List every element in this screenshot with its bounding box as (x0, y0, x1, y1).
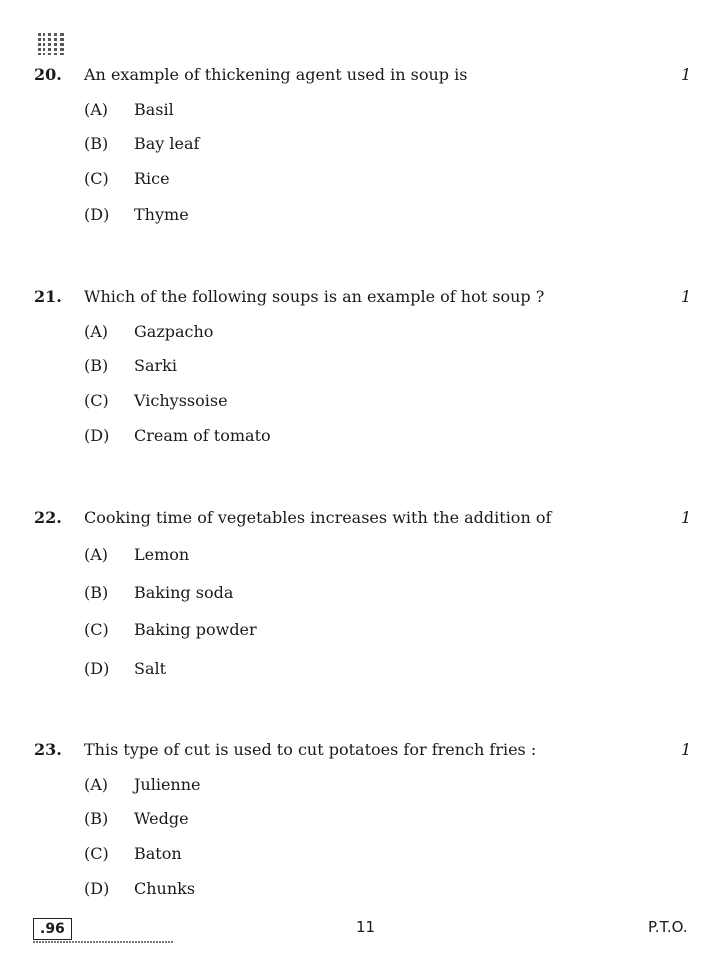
question-number: 21. (34, 287, 62, 306)
option-text: Rice (134, 169, 170, 188)
option-label: (C) (84, 620, 109, 639)
option-text: Chunks (134, 879, 196, 898)
option-text: Wedge (134, 809, 189, 828)
qr-code-icon (38, 33, 64, 57)
option-text: Bay leaf (134, 134, 200, 153)
question-number: 20. (34, 65, 62, 84)
option-label: (A) (84, 322, 109, 341)
option-text: Salt (134, 659, 167, 678)
option-text: Julienne (134, 775, 201, 794)
option-text: Cream of tomato (134, 426, 271, 445)
question-marks: 1 (681, 508, 692, 527)
page-number: 11 (356, 918, 376, 936)
option-label: (A) (84, 775, 109, 794)
footer-divider (33, 941, 173, 943)
option-text: Baton (134, 844, 182, 863)
option-label: (C) (84, 169, 109, 188)
option-label: (B) (84, 134, 109, 153)
question-marks: 1 (681, 65, 692, 84)
option-label: (B) (84, 583, 109, 602)
question-number: 22. (34, 508, 62, 527)
option-text: Lemon (134, 545, 190, 564)
option-label: (D) (84, 879, 110, 898)
question-marks: 1 (681, 740, 692, 759)
question-number: 23. (34, 740, 62, 759)
option-text: Baking soda (134, 583, 234, 602)
option-label: (A) (84, 545, 109, 564)
pto-label: P.T.O. (648, 918, 688, 936)
question-marks: 1 (681, 287, 692, 306)
paper-code-box: .96 (33, 918, 72, 940)
option-text: Thyme (134, 205, 189, 224)
option-label: (C) (84, 391, 109, 410)
question-text: An example of thickening agent used in soup is (84, 65, 468, 84)
question-text: Which of the following soups is an example of hot soup ? (84, 287, 545, 306)
option-label: (C) (84, 844, 109, 863)
option-text: Baking powder (134, 620, 257, 639)
option-label: (B) (84, 356, 109, 375)
option-label: (D) (84, 205, 110, 224)
option-text: Gazpacho (134, 322, 214, 341)
option-text: Sarki (134, 356, 177, 375)
option-text: Basil (134, 100, 174, 119)
option-label: (D) (84, 426, 110, 445)
option-text: Vichyssoise (134, 391, 228, 410)
option-label: (A) (84, 100, 109, 119)
option-label: (B) (84, 809, 109, 828)
question-text: This type of cut is used to cut potatoes for french fries : (84, 740, 537, 759)
option-label: (D) (84, 659, 110, 678)
question-text: Cooking time of vegetables increases with the addition of (84, 508, 552, 527)
